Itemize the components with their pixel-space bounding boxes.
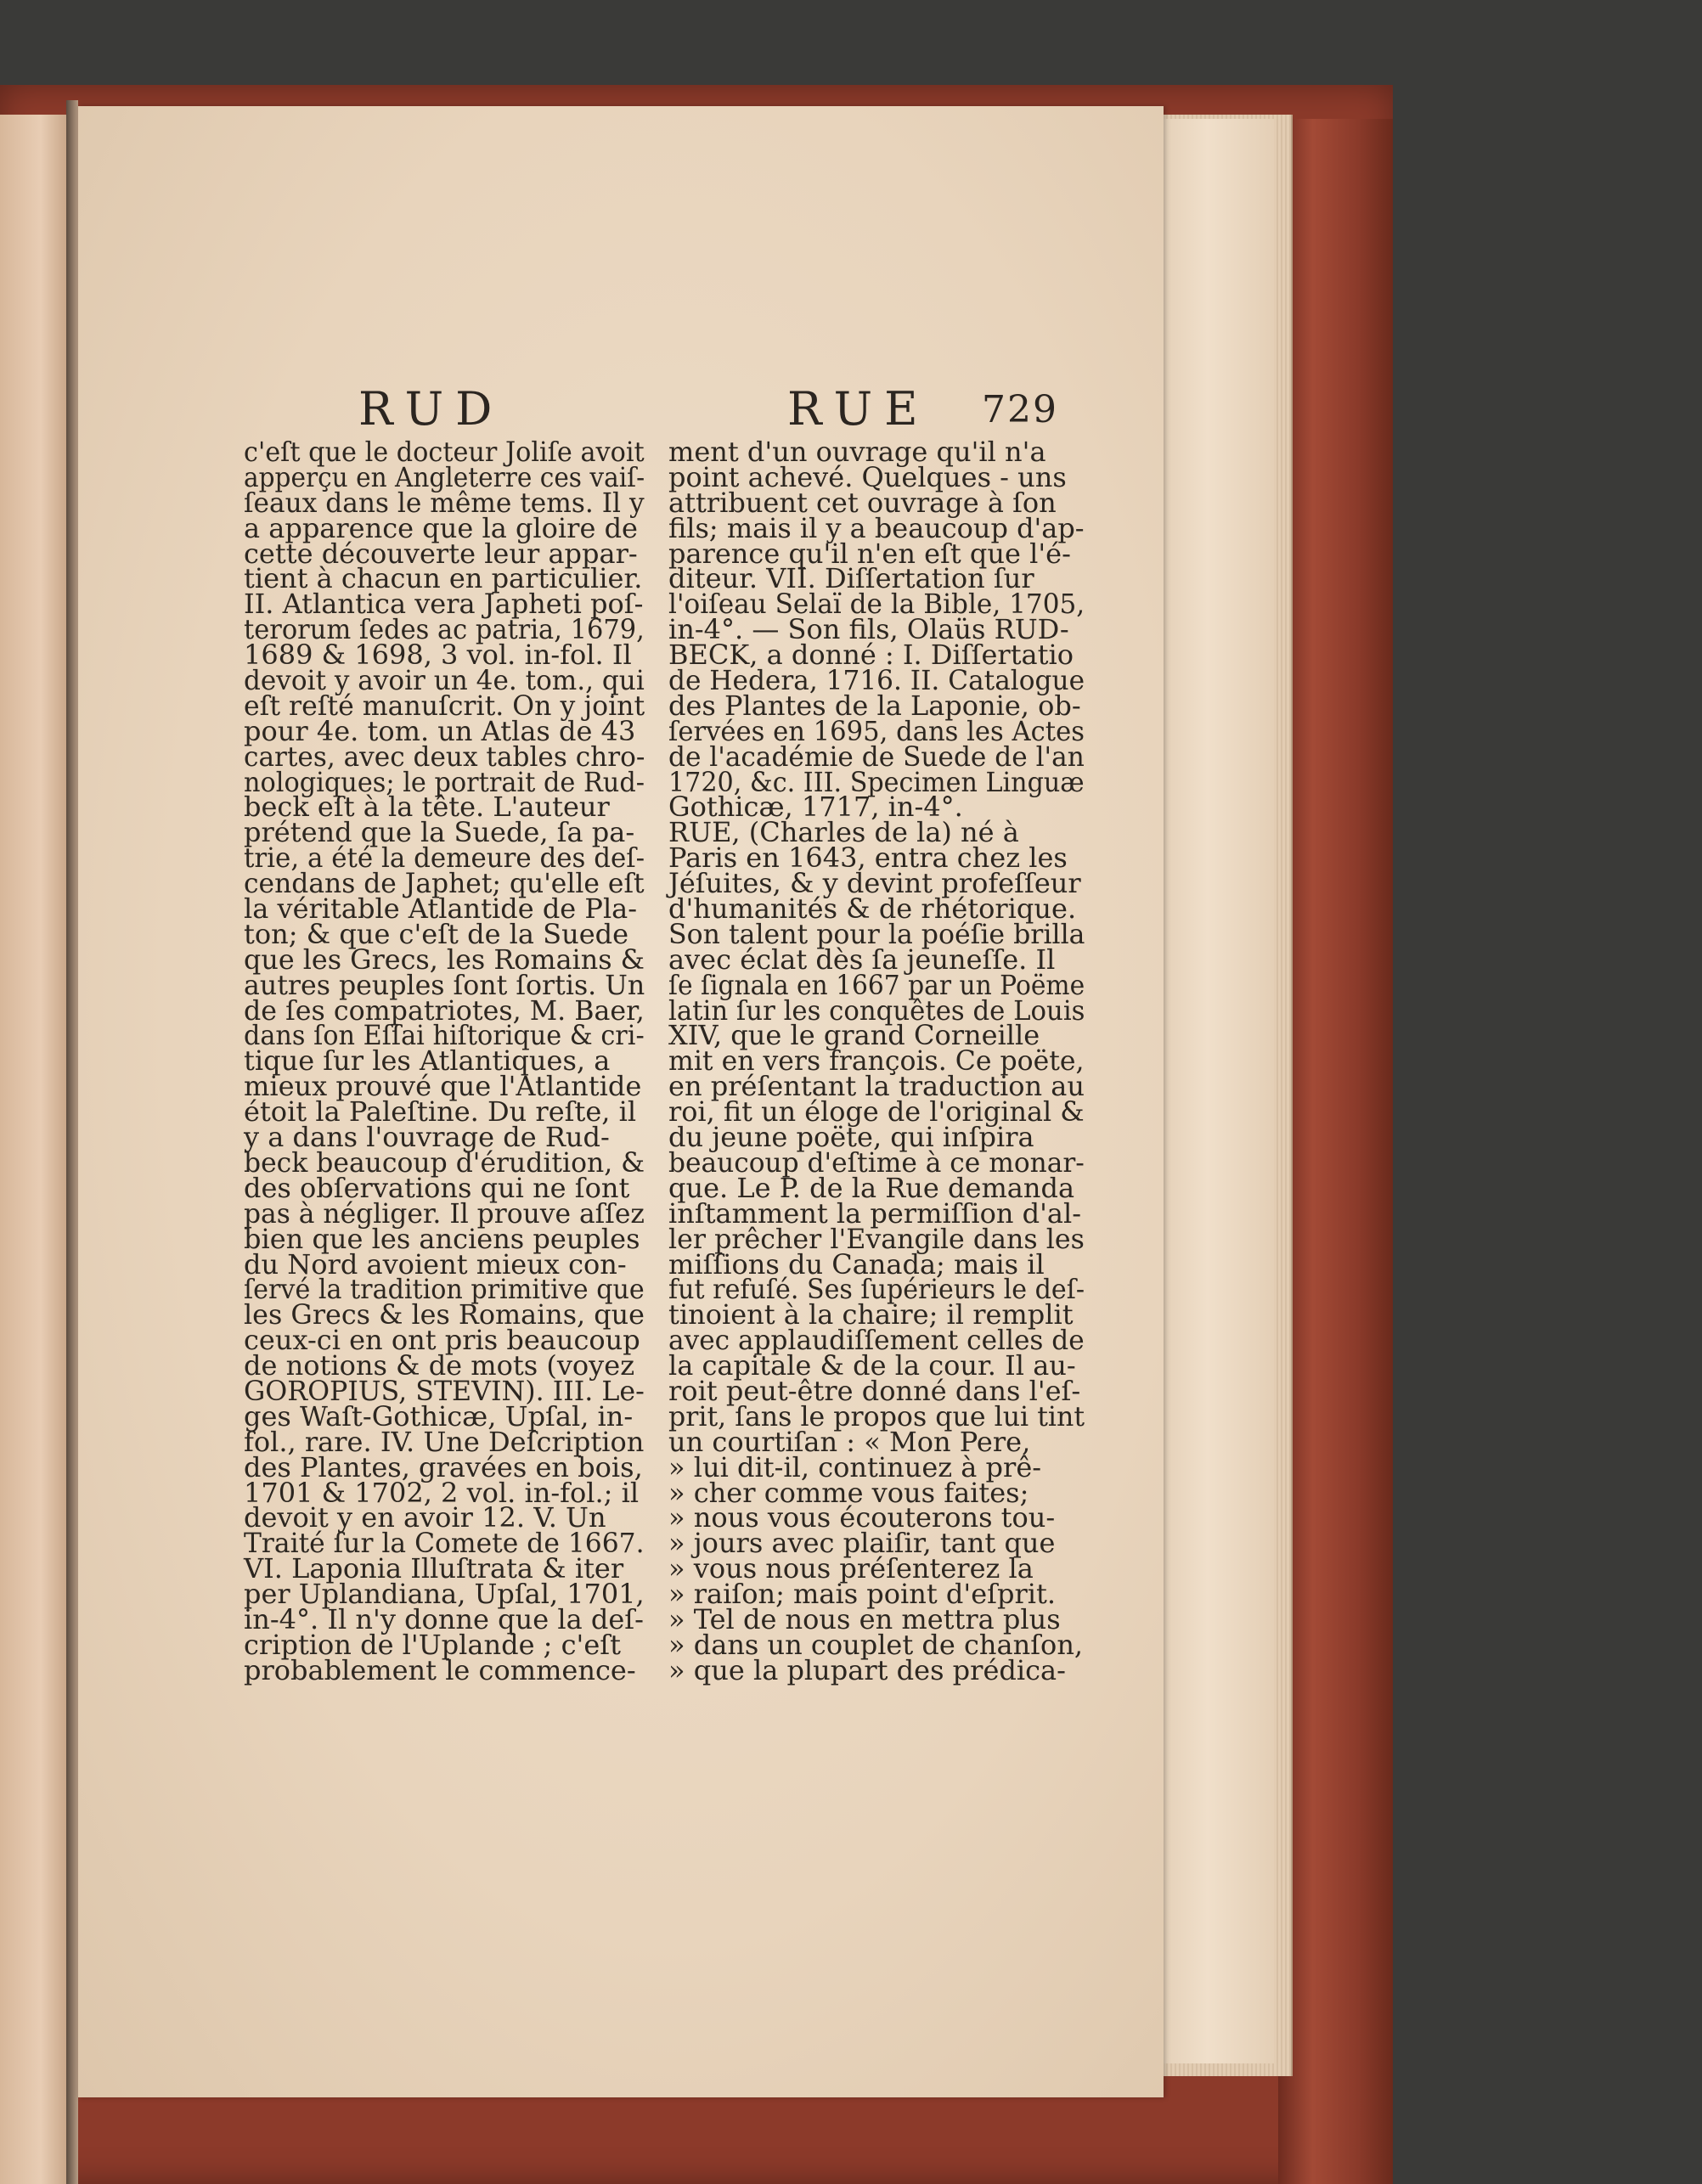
- left-text-column: [244, 436, 645, 1686]
- text-line: ſervées en 1695, dans les Actes: [668, 714, 1085, 747]
- text-line: GOROPIUS, STEVIN). III. Le-: [244, 1374, 645, 1407]
- text-line: de Hedera, 1716. II. Catalogue: [668, 664, 1085, 697]
- text-line: de notions & de mots (voyez: [244, 1349, 635, 1382]
- text-line: l'oiſeau Selaï de la Bible, 1705,: [668, 588, 1085, 621]
- cover-edge: [1278, 119, 1393, 2184]
- text-line: devoit y avoir un 4e. tom., qui: [244, 664, 645, 697]
- text-line: Paris en 1643, entra chez les: [668, 842, 1068, 875]
- text-line: du jeune poëte, qui inſpira: [668, 1121, 1034, 1154]
- text-line: cendans de Japhet; qu'elle eſt: [244, 867, 645, 900]
- text-line: ſeaux dans le même tems. Il y: [244, 486, 645, 519]
- text-line: fut refuſé. Ses ſupérieurs le deſ-: [668, 1273, 1085, 1306]
- text-line: tient à chacun en particulier.: [244, 562, 643, 595]
- text-line: cription de l'Uplande ; c'eſt: [244, 1628, 621, 1661]
- text-line: parence qu'il n'en eſt que l'é-: [668, 537, 1071, 570]
- text-line: » raiſon; mais point d'eſprit.: [668, 1578, 1057, 1611]
- text-line: la capitale & de la cour. Il au-: [668, 1349, 1076, 1382]
- text-line: ſe ſignala en 1667 par un Poëme: [668, 968, 1085, 1001]
- text-line: de l'académie de Suede de l'an: [668, 740, 1085, 773]
- text-line: 1701 & 1702, 2 vol. in-fol.; il: [244, 1476, 640, 1509]
- text-line: in-4°. Il n'y donne que la deſ-: [244, 1602, 644, 1635]
- text-line: de ſes compatriotes, M. Baer,: [244, 993, 645, 1027]
- text-line: fol., rare. IV. Une Deſcription: [244, 1425, 645, 1458]
- page-number: 729: [982, 388, 1058, 431]
- text-line: ler prêcher l'Evangile dans les: [668, 1222, 1085, 1255]
- running-head-left: RUD: [358, 382, 504, 436]
- text-line: beck beaucoup d'érudition, &: [244, 1145, 645, 1179]
- text-line: Son talent pour la poéſie brilla: [668, 917, 1085, 950]
- text-line: » Tel de nous en mettra plus: [668, 1602, 1061, 1635]
- text-line: » cher comme vous faites;: [668, 1476, 1029, 1509]
- printed-page: [78, 106, 1164, 2097]
- text-line: devoit y en avoir 12. V. Un: [244, 1501, 606, 1534]
- text-line: que les Grecs, les Romains &: [244, 943, 645, 976]
- text-line: VI. Laponia Illuſtrata & iter: [244, 1552, 624, 1585]
- text-line: » jours avec plaiſir, tant que: [668, 1527, 1056, 1560]
- gutter: [66, 100, 78, 2184]
- text-line: » lui dit-il, continuez à prê-: [668, 1450, 1042, 1483]
- text-line: des Plantes, gravées en bois,: [244, 1450, 643, 1483]
- text-line: BECK, a donné : I. Diſſertatio: [668, 639, 1074, 672]
- left-page-edge: [0, 115, 68, 2184]
- text-line: que. Le P. de la Rue demanda: [668, 1171, 1075, 1204]
- text-line: attribuent cet ouvrage à ſon: [668, 486, 1057, 519]
- text-line: latin ſur les conquêtes de Louis: [668, 993, 1085, 1027]
- text-line: probablement le commence-: [244, 1653, 636, 1686]
- text-line: tique ſur les Atlantiques, a: [244, 1044, 611, 1078]
- text-line: a apparence que la gloire de: [244, 511, 638, 544]
- text-line: nologiques; le portrait de Rud-: [244, 765, 645, 798]
- text-line: un courtiſan : « Mon Pere,: [668, 1425, 1031, 1458]
- text-line: Traité ſur la Comete de 1667.: [244, 1527, 645, 1560]
- text-line: miſſions du Canada; mais il: [668, 1247, 1045, 1281]
- text-line: tinoient à la chaire; il remplit: [668, 1298, 1074, 1331]
- text-line: les Grecs & les Romains, que: [244, 1298, 645, 1331]
- text-line: roit peut-être donné dans l'eſ-: [668, 1374, 1081, 1407]
- text-line: diteur. VII. Diſſertation ſur: [668, 562, 1034, 595]
- text-line: Gothicæ, 1717, in-4°.: [668, 791, 963, 824]
- text-line: c'eſt que le docteur Joliſe avoit: [244, 436, 645, 468]
- text-line: y a dans l'ouvrage de Rud-: [244, 1121, 610, 1154]
- text-line: d'humanités & de rhétorique.: [668, 892, 1077, 926]
- text-line: pas à négliger. Il prouve aſſez: [244, 1196, 645, 1230]
- text-line: dans ſon Eſſai hiſtorique & cri-: [244, 1019, 645, 1052]
- text-line: » nous vous écouterons tou-: [668, 1501, 1056, 1534]
- text-line: » que la plupart des prédica-: [668, 1653, 1066, 1686]
- text-line: terorum ſedes ac patria, 1679,: [244, 613, 645, 646]
- text-line: des Plantes de la Laponie, ob-: [668, 689, 1081, 722]
- text-line: avec applaudiſſement celles de: [668, 1324, 1085, 1357]
- text-line: la véritable Atlantide de Pla-: [244, 892, 638, 926]
- text-line: autres peuples ſont ſortis. Un: [244, 968, 645, 1001]
- text-line: 1720, &c. III. Specimen Linguæ: [668, 765, 1085, 798]
- right-text-column: [668, 436, 1085, 1686]
- text-line: 1689 & 1698, 3 vol. in-fol. Il: [244, 639, 632, 672]
- text-line: prit, ſans le propos que lui tint: [668, 1399, 1085, 1433]
- text-line: Jéſuites, & y devint profeſſeur: [668, 867, 1081, 900]
- text-line: étoit la Paleſtine. Du reſte, il: [244, 1095, 637, 1129]
- text-line: beaucoup d'eſtime à ce monar-: [668, 1145, 1085, 1179]
- text-line: ceux-ci en ont pris beaucoup: [244, 1324, 640, 1357]
- text-line: II. Atlantica vera Japheti poſ-: [244, 588, 644, 621]
- text-line: apperçu en Angleterre ces vaiſ-: [244, 460, 645, 493]
- next-leaf: [1164, 119, 1274, 2063]
- text-line: cartes, avec deux tables chro-: [244, 740, 645, 773]
- text-line: avec éclat dès ſa jeuneſſe. Il: [668, 943, 1056, 976]
- text-line: inſtamment la permiſſion d'al-: [668, 1196, 1082, 1230]
- text-line: » dans un couplet de chanſon,: [668, 1628, 1084, 1661]
- text-line: bien que les anciens peuples: [244, 1222, 640, 1255]
- text-line: ment d'un ouvrage qu'il n'a: [668, 436, 1046, 468]
- text-line: beck eſt à la tête. L'auteur: [244, 791, 610, 824]
- text-line: XIV, que le grand Corneille: [668, 1019, 1040, 1052]
- text-line: » vous nous préſenterez la: [668, 1552, 1034, 1585]
- text-line: du Nord avoient mieux con-: [244, 1247, 627, 1281]
- text-line: ſervé la tradition primitive que: [244, 1273, 645, 1306]
- text-line: ges Waſt-Gothicæ, Upſal, in-: [244, 1399, 634, 1433]
- running-head-right: RUE: [787, 382, 930, 436]
- text-line: point achevé. Quelques - uns: [668, 460, 1067, 493]
- text-line: eſt reſté manuſcrit. On y joint: [244, 689, 645, 722]
- text-line: mit en vers françois. Ce poëte,: [668, 1044, 1085, 1078]
- text-line: roi, fit un éloge de l'original &: [668, 1095, 1085, 1129]
- text-line: fils; mais il y a beaucoup d'ap-: [668, 511, 1085, 544]
- text-line: des obſervations qui ne ſont: [244, 1171, 630, 1204]
- text-line: prétend que la Suede, ſa pa-: [244, 816, 635, 849]
- text-line: pour 4e. tom. un Atlas de 43: [244, 714, 636, 747]
- text-line: RUE, (Charles de la) né à: [668, 816, 1019, 849]
- text-line: cette découverte leur appar-: [244, 537, 638, 570]
- text-line: mieux prouvé que l'Atlantide: [244, 1070, 642, 1103]
- text-line: per Uplandiana, Upſal, 1701,: [244, 1578, 645, 1611]
- text-line: in-4°. — Son fils, Olaüs RUD-: [668, 613, 1069, 646]
- text-line: ton; & que c'eſt de la Suede: [244, 917, 629, 950]
- text-line: en préſentant la traduction au: [668, 1070, 1085, 1103]
- text-line: trie, a été la demeure des deſ-: [244, 842, 645, 875]
